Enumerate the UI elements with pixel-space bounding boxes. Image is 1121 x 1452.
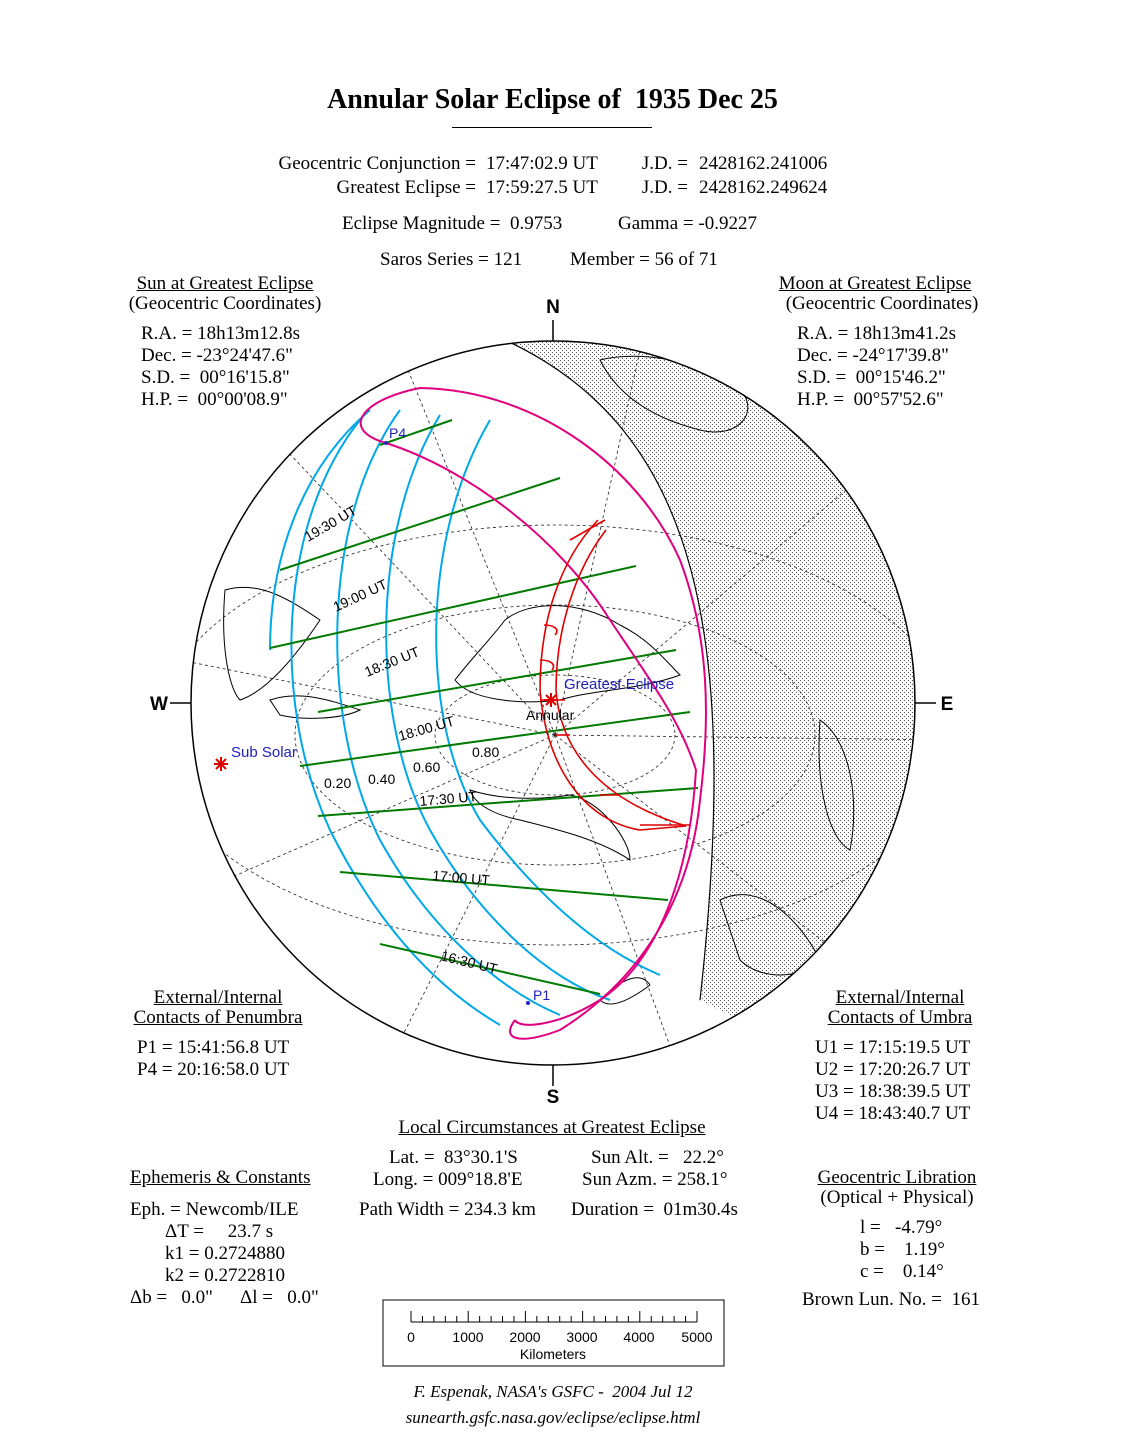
greatest-eclipse-label: Greatest Eclipse xyxy=(564,676,675,693)
libration-subheading: (Optical + Physical) xyxy=(820,1187,974,1208)
local-long: Long. = 009°18.8'E xyxy=(373,1169,523,1190)
time-label-1700: 17:00 UT xyxy=(431,867,491,889)
mag-label-060: 0.60 xyxy=(413,759,441,775)
time-label-1630: 16:30 UT xyxy=(439,947,500,977)
south-label: S xyxy=(546,1087,560,1108)
ephemeris-k1: k1 = 0.2724880 xyxy=(165,1243,285,1264)
moon-ra: R.A. = 18h13m41.2s xyxy=(797,323,957,344)
moon-sd: S.D. = 00°15'46.2" xyxy=(797,367,946,388)
central-path xyxy=(540,520,690,830)
ephemeris-delta-b: Δb = 0.0" xyxy=(130,1287,213,1308)
subsolar-marker xyxy=(214,757,228,771)
sun-heading: Sun at Greatest Eclipse xyxy=(136,273,314,294)
libration-c: c = 0.14° xyxy=(860,1261,944,1282)
annular-label: Annular xyxy=(526,707,575,723)
mag-label-040: 0.40 xyxy=(368,771,396,787)
umbra-heading-2: Contacts of Umbra xyxy=(827,1007,973,1028)
ephemeris-k2: k2 = 0.2722810 xyxy=(165,1265,285,1286)
page-title: Annular Solar Eclipse of 1935 Dec 25 xyxy=(327,84,778,115)
local-path-width: Path Width = 234.3 km xyxy=(359,1199,536,1220)
ephemeris-eph: Eph. = Newcomb/ILE xyxy=(130,1199,299,1220)
scale-bar xyxy=(383,1300,724,1366)
conjunction-jd: 2428162.241006 xyxy=(699,153,828,174)
ephemeris-delta-t: ΔT = 23.7 s xyxy=(165,1221,274,1242)
scale-unit: Kilometers xyxy=(519,1346,587,1362)
north-label: N xyxy=(546,297,560,318)
sun-dec: Dec. = -23°24'47.6" xyxy=(141,345,293,366)
time-label-1900: 19:00 UT xyxy=(330,575,390,615)
sun-hp: H.P. = 00°00'08.9" xyxy=(141,389,288,410)
umbra-u1: U1 = 17:15:19.5 UT xyxy=(815,1037,971,1058)
subsolar-label: Sub Solar xyxy=(231,744,297,761)
libration-heading: Geocentric Libration xyxy=(817,1167,977,1188)
brown-lunation: Brown Lun. No. = 161 xyxy=(802,1289,981,1310)
umbra-u2: U2 = 17:20:26.7 UT xyxy=(815,1059,971,1080)
time-label-1730: 17:30 UT xyxy=(418,788,478,809)
greatest-eclipse-label: Greatest Eclipse = xyxy=(336,177,476,198)
sun-sd: S.D. = 00°16'15.8" xyxy=(141,367,290,388)
saros-member: Member = 56 of 71 xyxy=(570,249,718,270)
source-url: sunearth.gsfc.nasa.gov/eclipse/eclipse.html xyxy=(405,1408,701,1427)
umbra-heading-1: External/Internal xyxy=(835,987,965,1008)
p1-label: P1 xyxy=(533,987,551,1003)
conjunction-time: 17:47:02.9 UT xyxy=(486,153,598,174)
penumbra-p4: P4 = 20:16:58.0 UT xyxy=(137,1059,290,1080)
penumbra-heading-1: External/Internal xyxy=(153,987,283,1008)
umbra-u3: U3 = 18:38:39.5 UT xyxy=(815,1081,971,1102)
umbra-u4: U4 = 18:43:40.7 UT xyxy=(815,1103,971,1124)
scale-tick-4000: 4000 xyxy=(623,1329,655,1345)
conjunction-jd-label: J.D. = xyxy=(641,153,688,174)
moon-hp: H.P. = 00°57'52.6" xyxy=(797,389,944,410)
saros-series: Saros Series = 121 xyxy=(380,249,523,270)
greatest-eclipse-jd: 2428162.249624 xyxy=(699,177,828,198)
sun-subheading: (Geocentric Coordinates) xyxy=(128,293,322,314)
libration-l: l = -4.79° xyxy=(860,1217,943,1238)
greatest-eclipse-jd-label: J.D. = xyxy=(641,177,688,198)
moon-dec: Dec. = -24°17'39.8" xyxy=(797,345,949,366)
local-sun-alt: Sun Alt. = 22.2° xyxy=(591,1147,724,1168)
scale-tick-0: 0 xyxy=(407,1329,415,1345)
west-label: W xyxy=(150,694,168,715)
time-label-1830: 18:30 UT xyxy=(362,643,422,680)
local-heading: Local Circumstances at Greatest Eclipse xyxy=(398,1117,706,1138)
libration-b: b = 1.19° xyxy=(860,1239,945,1260)
scale-tick-3000: 3000 xyxy=(566,1329,598,1345)
scale-tick-5000: 5000 xyxy=(681,1329,713,1345)
scale-tick-1000: 1000 xyxy=(452,1329,484,1345)
mag-label-080: 0.80 xyxy=(472,744,500,760)
local-lat: Lat. = 83°30.1'S xyxy=(389,1147,518,1168)
ephemeris-delta-l: Δl = 0.0" xyxy=(240,1287,319,1308)
local-duration: Duration = 01m30.4s xyxy=(571,1199,738,1220)
time-labels xyxy=(302,502,500,977)
gamma: Gamma = -0.9227 xyxy=(618,213,757,234)
eclipse-magnitude: Eclipse Magnitude = 0.9753 xyxy=(342,213,563,234)
p1-point xyxy=(526,1001,530,1005)
east-label: E xyxy=(940,694,954,715)
moon-heading: Moon at Greatest Eclipse xyxy=(778,273,972,294)
penumbra-heading-2: Contacts of Penumbra xyxy=(133,1007,303,1028)
sun-ra: R.A. = 18h13m12.8s xyxy=(141,323,301,344)
moon-subheading: (Geocentric Coordinates) xyxy=(785,293,979,314)
time-label-1800: 18:00 UT xyxy=(396,712,457,744)
local-sun-azm: Sun Azm. = 258.1° xyxy=(582,1169,728,1190)
greatest-eclipse-marker xyxy=(544,693,558,707)
penumbra-p1: P1 = 15:41:56.8 UT xyxy=(137,1037,290,1058)
time-label-1930: 19:30 UT xyxy=(301,501,360,545)
p4-point xyxy=(384,441,388,445)
credit: F. Espenak, NASA's GSFC - 2004 Jul 12 xyxy=(413,1382,693,1401)
mag-label-020: 0.20 xyxy=(324,775,352,791)
scale-tick-2000: 2000 xyxy=(509,1329,541,1345)
p4-label: P4 xyxy=(389,425,407,441)
ephemeris-heading: Ephemeris & Constants xyxy=(130,1167,311,1188)
greatest-eclipse-time: 17:59:27.5 UT xyxy=(486,177,598,198)
conjunction-label: Geocentric Conjunction = xyxy=(278,153,476,174)
